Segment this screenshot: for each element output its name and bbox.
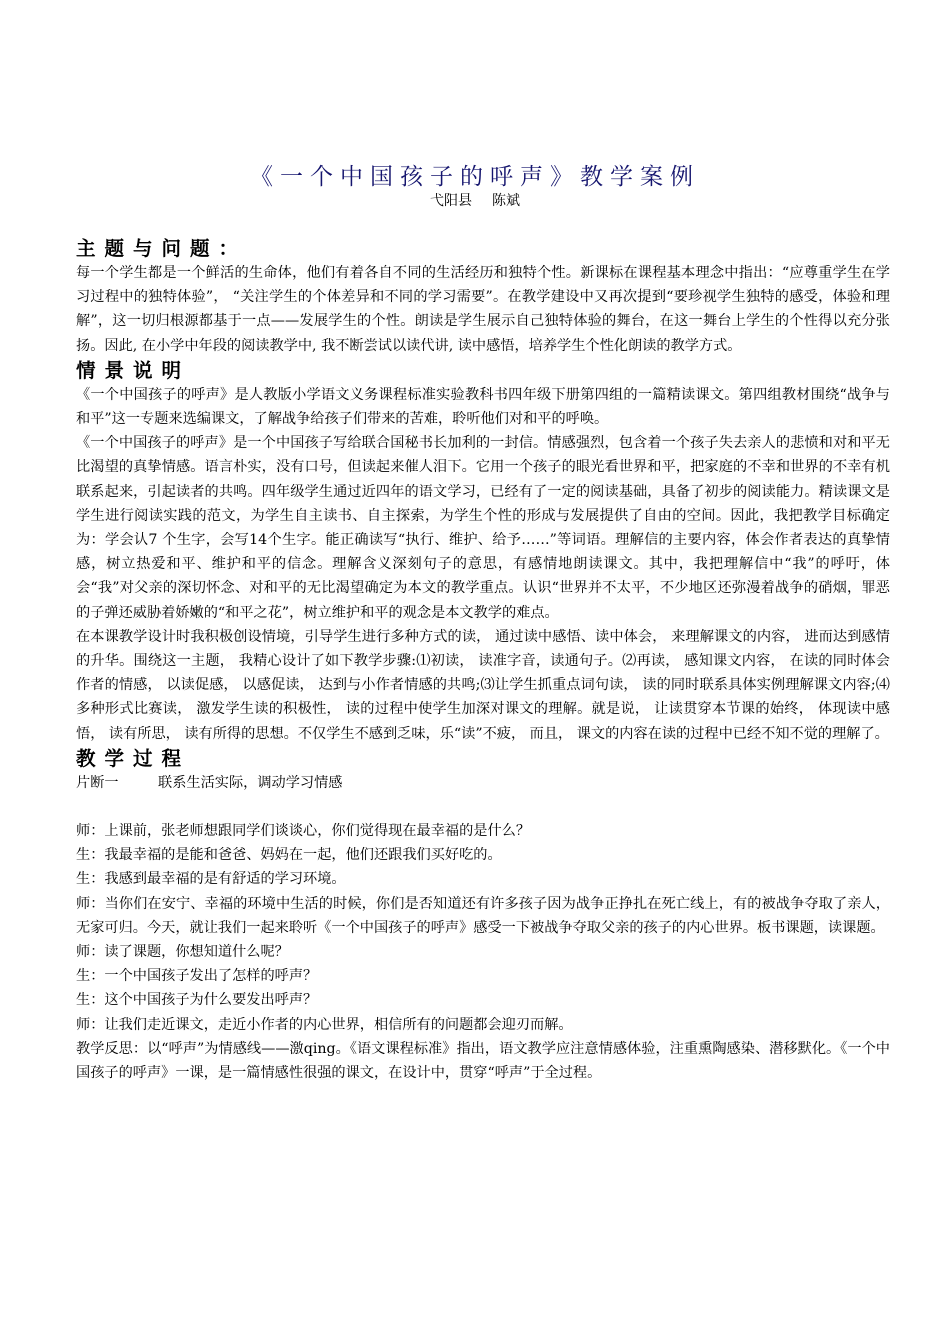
document-title: 《一个中国孩子的呼声》教学案例 <box>250 164 700 190</box>
blank-line <box>76 795 890 819</box>
scenario-paragraph: 《一个中国孩子的呼声》是一个中国孩子写给联合国秘书长加利的一封信。情感强烈，包含着一个孩子失去亲人的悲愤和对和平无比渴望的真挚情感。语言朴实，没有口号，但读起来催人泪下。它用一个孩子的眼光看世界和平，把家庭的不幸和世界的不幸有机联系起来，引起读者的共鸣。四年级学生通过近四年的语文学习，已经有了一定的阅读基础，具备了初步的阅读能力。精读课文是学生进行阅读实践的范文，为学生自主读书、自主探索，为学生个性的形成与发展提供了自由的空间。因此，我把教学目标确定为：学会认7 个生字，会写14个生字。能正确读写“执行、维护、给予……”等词语。理解信的主要内容，体会作者表达的真挚情感，树立热爱和平、维护和平的信念。理解含义深刻句子的意思，有感情地朗读课文。其中，我把理解信中“我”的呼吁，体会“我”对父亲的深切怀念、对和平的无比渴望确定为本文的教学重点。认识“世界并不太平，不少地区还弥漫着战争的硝烟，罪恶的子弹还威胁着娇嫩的“和平之花”，树立维护和平的观念是本文教学的难点。 <box>76 435 890 621</box>
document-body <box>76 236 890 1085</box>
dialogue-line: 生：这个中国孩子为什么要发出呼声？ <box>76 992 318 1009</box>
segment-title: 联系生活实际，调动学习情感 <box>158 774 343 791</box>
dialogue-line: 师：让我们走近课文，走近小作者的内心世界，相信所有的问题都会迎刃而解。 <box>76 1016 573 1033</box>
dialogue-line: 师：读了课题，你想知道什么呢？ <box>76 944 289 961</box>
reflection-paragraph: 教学反思：以“呼声”为情感线——激qing。《语文课程标准》指出，语文教学应注意情感体验，注重熏陶感染、潜移默化。《一个中国孩子的呼声》一课，是一篇情感性很强的课文，在设计中，贯穿“呼声”于全过程。 <box>76 1040 890 1082</box>
dialogue-line: 生：我最幸福的是能和爸爸、妈妈在一起，他们还跟我们买好吃的。 <box>76 847 502 864</box>
scenario-paragraph: 《一个中国孩子的呼声》是人教版小学语文义务课程标准实验教科书四年级下册第四组的一篇精读课文。第四组教材围绕“战争与和平”这一专题来选编课文，了解战争给孩子们带来的苦难，聆听他们对和平的呼唤。 <box>76 386 890 428</box>
segment-heading <box>76 771 890 795</box>
dialogue-line: 师：当你们在安宁、幸福的环境中生活的时候，你们是否知道还有许多孩子因为战争正挣扎在死亡线上，有的被战争夺取了亲人，无家可归。今天，就让我们一起来聆听《一个中国孩子的呼声》感受一下被战争夺取父亲的孩子的内心世界。板书课题，读课题。 <box>76 895 890 936</box>
dialogue-line: 生：我感到最幸福的是有舒适的学习环境。 <box>76 871 346 888</box>
dialogue-line: 生：一个中国孩子发出了怎样的呼声？ <box>76 968 318 985</box>
theme-paragraph: 每一个学生都是一个鲜活的生命体，他们有着各自不同的生活经历和独特个性。新课标在课程基本理念中指出：“应尊重学生在学习过程中的独特体验”， “关注学生的个体差异和不同的学习需要”。在教学建设中又再次提到“要珍视学生独特的感受，体验和理解”，这一切归根源都基于一点——发展学生的个性。朗读是学生展示自己独特体验的舞台，在这一舞台上学生的个性得以充分张扬。因此, 在小学中年段的阅读教学中, 我不断尝试以读代讲, 读中感悟，培养学生个性化朗读的教学方式。 <box>76 265 890 354</box>
section-heading-scenario: 情景说明 <box>76 358 191 382</box>
scenario-paragraph: 在本课教学设计时我积极创设情境，引导学生进行多种方式的读， 通过读中感悟、读中体会， 来理解课文的内容， 进而达到感情的升华。围绕这一主题， 我精心设计了如下教学步骤:⑴初读， 读准字音，读通句子。⑵再读， 感知课文内容， 在读的同时体会作者的情感， 以读促感， 以感促读， 达到与小作者情感的共鸣;⑶让学生抓重点词句读， 读的同时联系具体实例理解课文内容;⑷多种形式比赛读， 激发学生读的积极性， 读的过程中使学生加深对课文的理解。就是说， 让读贯穿本节课的始终， 体现读中感悟， 读有所思， 读有所得的思想。不仅学生不感到乏味，乐“读”不疲， 而且， 课文的内容在读的过程中已经不知不觉的理解了。 <box>76 628 890 742</box>
section-heading-theme: 主题与问题： <box>76 237 248 260</box>
section-heading-process: 教学过程 <box>76 746 191 770</box>
author-place: 弋阳县 <box>430 193 472 209</box>
author-name: 陈斌 <box>492 193 520 209</box>
segment-label: 片断一 <box>76 774 119 791</box>
dialogue-line: 师：上课前，张老师想跟同学们谈谈心，你们觉得现在最幸福的是什么？ <box>76 823 531 840</box>
author-line <box>0 190 950 210</box>
